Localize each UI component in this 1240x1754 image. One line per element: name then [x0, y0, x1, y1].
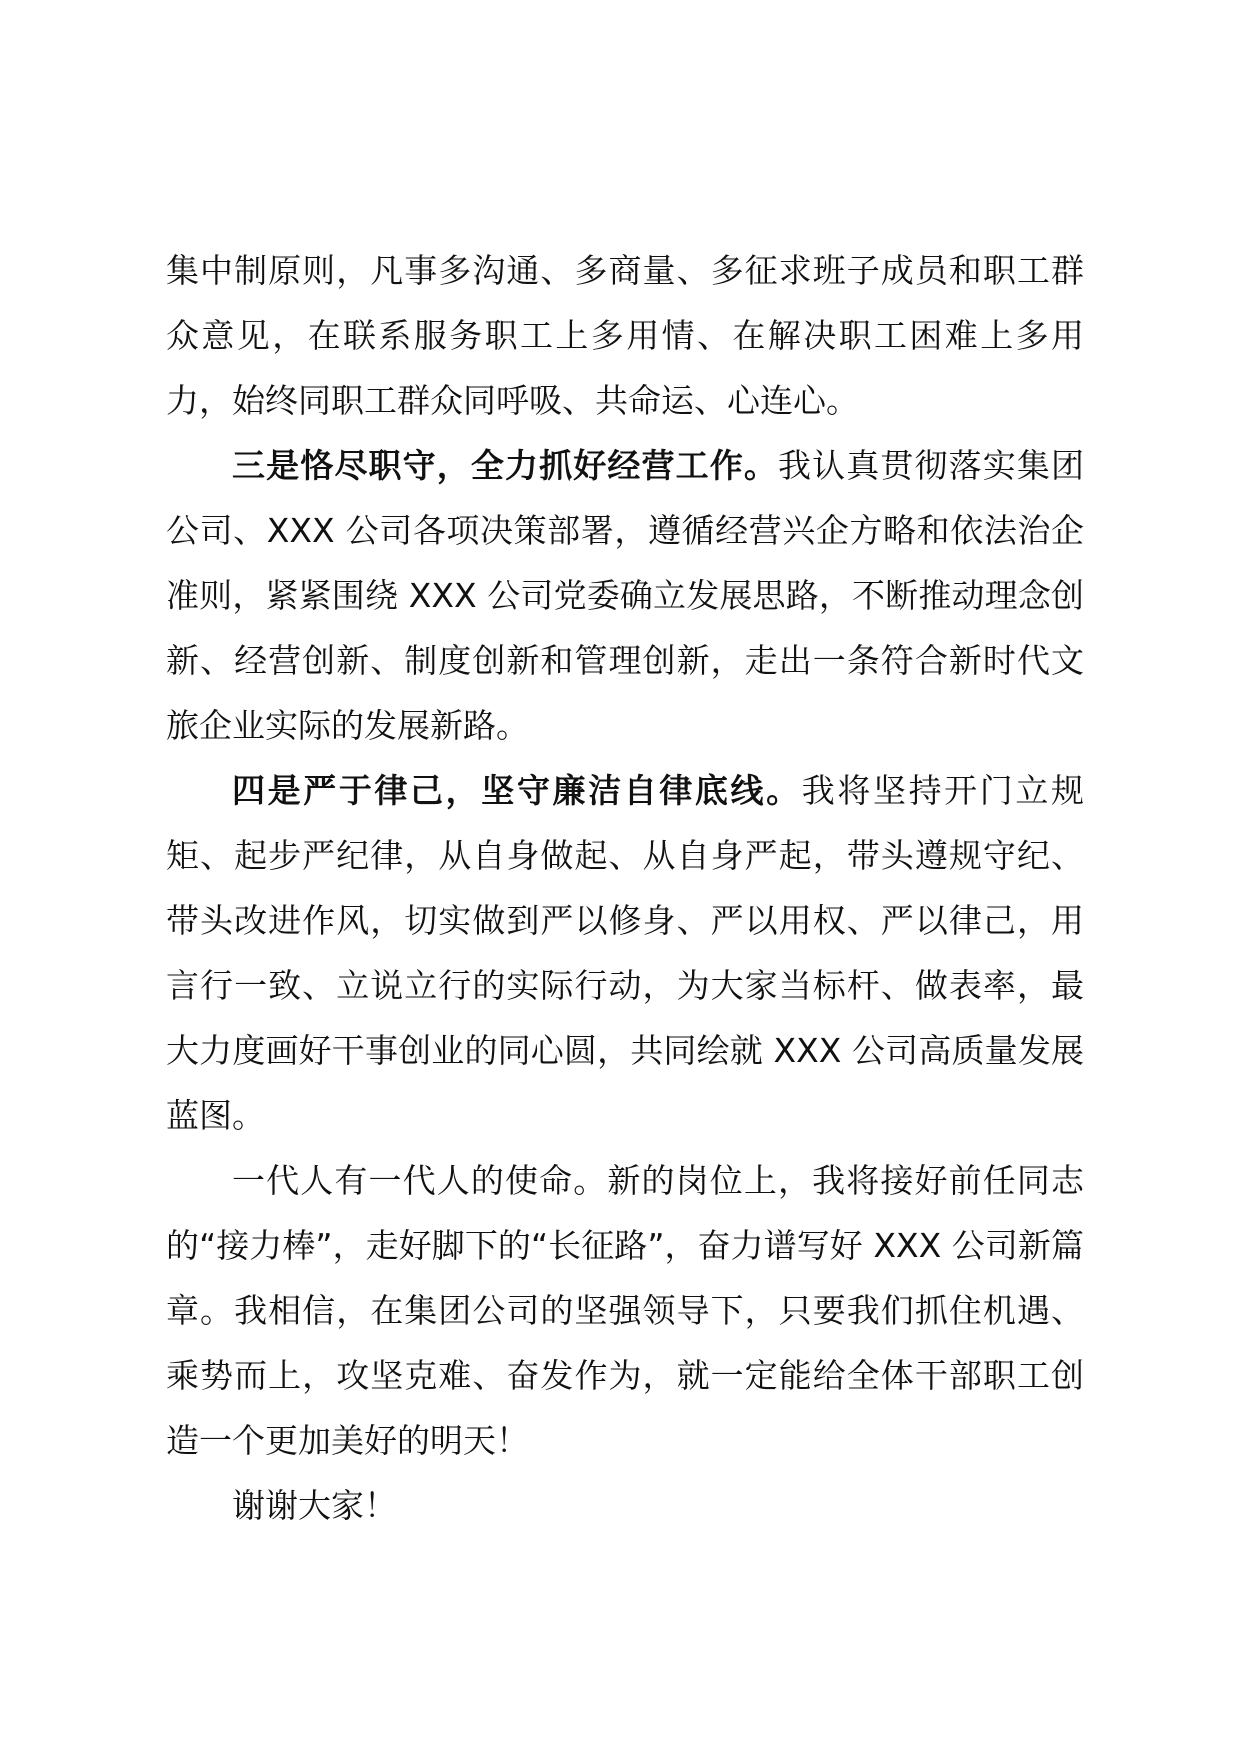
paragraph-text: 集中制原则，凡事多沟通、多商量、多征求班子成员和职工群众意见，在联系服务职工上多用情、在解决职工困难上多用力，始终同职工群众同呼吸、共命运、心连心。: [166, 251, 1084, 420]
paragraph-text: 我将坚持开门立规矩、起步严纪律，从自身做起、从自身严起，带头遵规守纪、带头改进作风，切实做到严以修身、严以用权、严以律己，用言行一致、立说立行的实际行动，为大家当标杆、做表率，最大力度画好干事创业的同心圆，共同绘就 XXX 公司高质量发展蓝图。: [166, 771, 1085, 1135]
document-page: [166, 238, 1084, 1538]
paragraph-thanks: [166, 1473, 1084, 1538]
paragraph-text: 我认真贯彻落实集团公司、XXX 公司各项决策部署，遵循经营兴企方略和依法治企准则，紧紧围绕 XXX 公司党委确立发展思路，不断推动理念创新、经营创新、制度创新和管理创新，走出一条符合新时代文旅企业实际的发展新路。: [166, 446, 1084, 745]
paragraph-point-three: [166, 433, 1084, 758]
paragraph-closing: [166, 1148, 1084, 1473]
paragraph-continuation: [166, 238, 1084, 433]
paragraph-text: 一代人有一代人的使命。新的岗位上，我将接好前任同志的“接力棒”，走好脚下的“长征路”，奋力谱写好 XXX 公司新篇章。我相信，在集团公司的坚强领导下，只要我们抓住机遇、乘势而上，攻坚克难、奋发作为，就一定能给全体干部职工创造一个更加美好的明天！: [166, 1161, 1084, 1460]
paragraph-lead-heading: 四是严于律己，坚守廉洁自律底线。: [232, 771, 802, 810]
paragraph-lead-heading: 三是恪尽职守，全力抓好经营工作。: [232, 446, 778, 485]
paragraph-point-four: [166, 758, 1084, 1148]
paragraph-text: 谢谢大家！: [232, 1486, 397, 1525]
